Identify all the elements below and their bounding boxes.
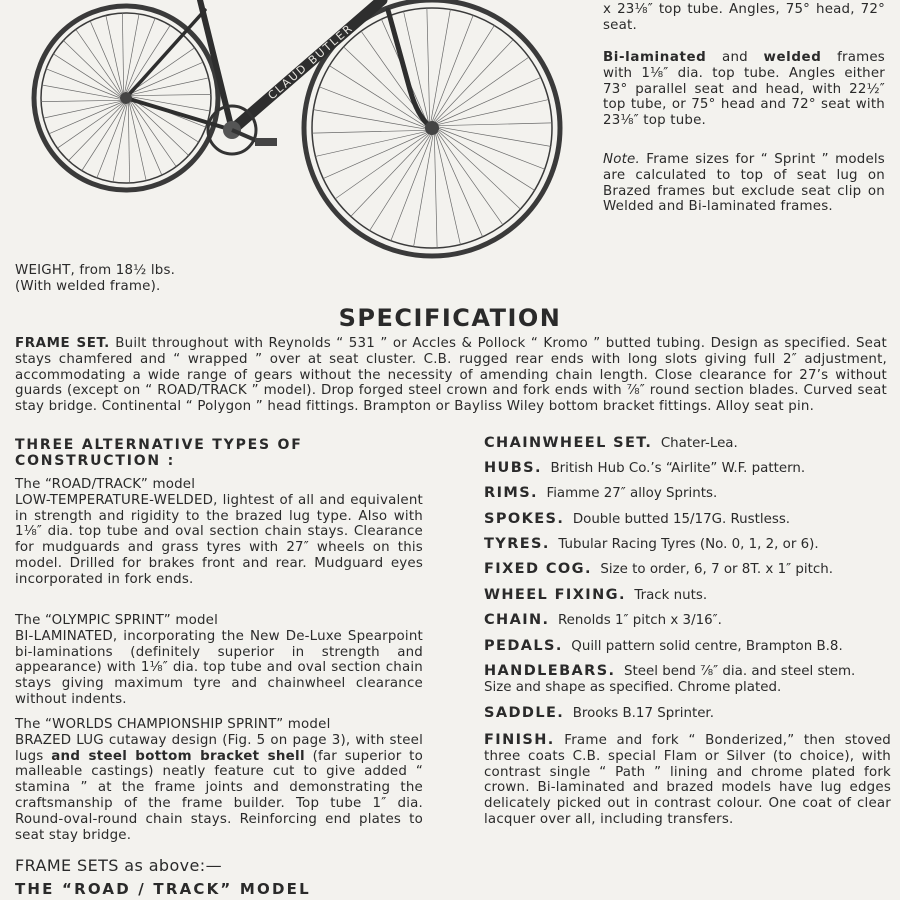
frame-set-paragraph: FRAME SET. Built throughout with Reynolds “ 531 ” or Accles & Pollock “ Kromo ” butted tubing. Design as specified. Seat stays chamfered and “ wrapped ” over at seat cluster. C.B. rugged rear ends with long slots giving full 2″ adjustment, accommodating a wide range of gears without the necessity of amending chain length. Close clearance for 27’s without guards (except on “ ROAD/TRACK ” model). Drop forged steel crown and fork ends with ⅞″ round section blades. Curved seat stay bridge. Continental “ Polygon ” head fittings. Brampton or Bayliss Wiley bottom bracket fittings. Alloy seat pin. — [15, 336, 887, 415]
spec-spokes: SPOKES. Double butted 15/17G. Rustless. — [484, 511, 791, 527]
wheel-spoke — [42, 85, 120, 99]
bicycle-illustration — [0, 0, 600, 278]
wheel-spoke — [125, 14, 139, 92]
spec-tyres: TYRES. Tubular Racing Tyres (No. 0, 1, 2, or 6). — [484, 536, 819, 552]
bilaminated-paragraph: Bi-laminated and welded frames with 1⅛″ dia. top tube. Angles either 73° parallel seat and head, with 22½″ top tube, or 75° head and 72° seat with 23⅛″ top tube. — [603, 50, 885, 129]
wheel-spoke — [313, 110, 426, 130]
road-track-model-heading: THE “ROAD / TRACK” MODEL — [15, 880, 311, 898]
wheel-spoke — [113, 104, 127, 182]
spec-rims: RIMS. Fiamme 27″ alloy Sprints. — [484, 485, 718, 501]
wheel-spoke — [435, 57, 529, 123]
spec-wheel-fixing: WHEEL FIXING. Track nuts. — [484, 587, 708, 603]
frame-sets-heading: FRAME SETS as above:— — [15, 856, 222, 875]
wheel-spoke — [41, 100, 120, 101]
wheel-spoke — [435, 133, 460, 245]
wheel-spoke — [69, 104, 124, 161]
wheel-spoke — [323, 132, 428, 178]
wheel-spoke — [63, 41, 120, 96]
spec-fixed-cog: FIXED COG. Size to order, 6, 7 or 8T. x 1″ pitch. — [484, 561, 833, 577]
wheel-spoke — [315, 131, 427, 156]
spec-chainwheel: CHAINWHEEL SET. Chater-Lea. — [484, 435, 738, 451]
angles-text: x 23⅛″ top tube. Angles, 75° head, 72° seat. — [603, 2, 885, 33]
wheel-spoke — [438, 123, 552, 126]
wheel-spoke — [427, 8, 430, 122]
wheel-spoke — [436, 77, 541, 123]
spec-pedals: PEDALS. Quill pattern solid centre, Brampton B.8. — [484, 638, 843, 654]
finish-paragraph: FINISH. Frame and fork “ Bonderized,” then stoved three coats C.B. special Flam or Silver (to choice), with contrast single “ Path ” lining and chrome plated fork crown. Bi-laminated and brazed models have lug edges delicately picked out in contrast colour. One coat of clear lacquer over all, including transfers. — [484, 732, 891, 827]
construction-heading: THREE ALTERNATIVE TYPES OF CONSTRUCTION : — [15, 437, 303, 469]
spec-saddle: SADDLE. Brooks B.17 Sprinter. — [484, 705, 714, 721]
wheel-spoke — [434, 134, 437, 248]
down-tube-lettering: CLAUD BUTLER — [265, 21, 356, 103]
wheel-spoke — [106, 15, 123, 93]
wheel-spoke — [128, 104, 129, 183]
spec-chain: CHAIN. Renolds 1″ pitch x 3/16″. — [484, 612, 722, 628]
note-paragraph: Note. Frame sizes for “ Sprint ” models are calculated to top of seat lug on Brazed frames but exclude seat clip on Welded and Bi-laminated frames. — [603, 152, 885, 215]
wheel-spoke — [414, 134, 434, 247]
wheel-spoke — [438, 127, 551, 147]
wheel-spoke — [431, 9, 451, 122]
wheel-spoke — [43, 101, 121, 118]
weight-caption: WEIGHT, from 18½ lbs. (With welded frame). — [15, 263, 176, 294]
wheel-spoke — [129, 103, 146, 181]
road-track-paragraph: The “ROAD/TRACK” model LOW-TEMPERATURE-WELDED, lightest of all and equivalent in strength and rigidity to the brazed lug type. Also with 1⅛″ dia. top tube and oval section chain stays. Clearance for mudguards and grass tyres with 27″ wheels on this model. Drilled for brakes front and rear. Mudguard eyes incorporated in fork ends. — [15, 477, 423, 587]
spec-hubs: HUBS. British Hub Co.’s “Airlite” W.F. pattern. — [484, 460, 806, 476]
wheel-spoke — [122, 13, 123, 92]
spec-handlebars: HANDLEBARS. Steel bend ⅞″ dia. and steel stem. Size and shape as specified. Chrome plated. — [484, 663, 856, 695]
wheel-spoke — [437, 131, 503, 225]
wheel-spoke — [437, 100, 549, 125]
wheel-spoke — [312, 130, 426, 133]
wheel-spoke — [335, 133, 429, 199]
wheel-spoke — [132, 94, 211, 95]
worlds-championship-paragraph: The “WORLDS CHAMPIONSHIP SPRINT” model BRAZED LUG cutaway design (Fig. 5 on page 3), with steel lugs and steel bottom bracket shell (far superior to malleable castings) neatly feature cut to give added “ stamina ” at the frame joints and demonstrating the craftsmanship of the frame builder. Top tube 1″ dia. Round-oval-round chain stays. Reinforcing end plates to seat stay bridge. — [15, 717, 423, 843]
olympic-sprint-paragraph: The “OLYMPIC SPRINT” model BI-LAMINATED, incorporating the New De-Luxe Spearpoint bi-laminations (definitely superior in strength and appearance) with 1⅛″ dia. top tube and oval section chain stays giving maximum tyre and chainwheel clearance without indents. — [15, 613, 423, 707]
specification-title: SPECIFICATION — [338, 304, 562, 332]
wheel-spoke — [436, 132, 482, 237]
